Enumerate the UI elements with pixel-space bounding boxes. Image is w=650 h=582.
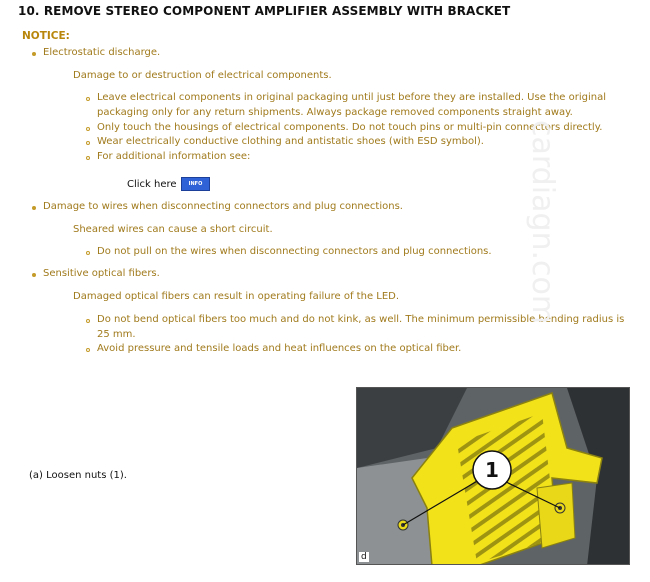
notice-consequence-wires: Sheared wires can cause a short circuit. <box>73 224 273 235</box>
notice-item-fibers-2: Avoid pressure and tensile loads and heat influences on the optical fiber. <box>97 343 462 354</box>
watermark: cardiagn.com <box>525 120 560 325</box>
notice-title-esd: Electrostatic discharge. <box>43 47 161 58</box>
bullet-icon <box>86 251 90 255</box>
notice-consequence-esd: Damage to or destruction of electrical components. <box>73 70 332 81</box>
notice-item-esd-1: Leave electrical components in original packaging until just before they are installed. Use the original packaging only for any return shipments. Always package removed components straight away. <box>97 92 607 118</box>
notice-item-esd-3: Wear electrically conductive clothing and antistatic shoes (with ESD symbol). <box>97 136 484 147</box>
step-instruction: (a) Loosen nuts (1). <box>29 470 127 481</box>
bullet-icon <box>86 127 90 131</box>
bullet-icon <box>86 348 90 352</box>
notice-consequence-fibers: Damaged optical fibers can result in operating failure of the LED. <box>73 291 400 302</box>
notice-title-fibers: Sensitive optical fibers. <box>43 268 160 279</box>
notice-title-wires: Damage to wires when disconnecting connectors and plug connections. <box>43 201 403 212</box>
bullet-icon <box>86 156 90 160</box>
bullet-icon <box>32 273 36 277</box>
bullet-icon <box>32 206 36 210</box>
notice-item-fibers-1: Do not bend optical fibers too much and do not kink, as well. The minimum permissible bending radius is 25 mm. <box>97 314 625 340</box>
bullet-icon <box>32 52 36 56</box>
notice-item-wires-1: Do not pull on the wires when disconnecting connectors and plug connections. <box>97 246 492 257</box>
amplifier-figure <box>356 387 630 565</box>
notice-item-esd-4: For additional information see: <box>97 151 251 162</box>
figure-corner-label: d <box>361 552 367 562</box>
section-heading: 10. REMOVE STEREO COMPONENT AMPLIFIER ASSEMBLY WITH BRACKET <box>18 4 511 18</box>
callout-number: 1 <box>485 458 499 482</box>
bullet-icon <box>86 319 90 323</box>
info-button[interactable]: INFO <box>181 177 210 191</box>
amplifier-illustration <box>357 388 630 565</box>
bullet-icon <box>86 97 90 101</box>
notice-label: NOTICE: <box>22 30 70 42</box>
click-here-link[interactable]: Click here <box>127 179 177 190</box>
bullet-icon <box>86 141 90 145</box>
notice-item-esd-2: Only touch the housings of electrical components. Do not touch pins or multi-pin connectors directly. <box>97 122 603 133</box>
